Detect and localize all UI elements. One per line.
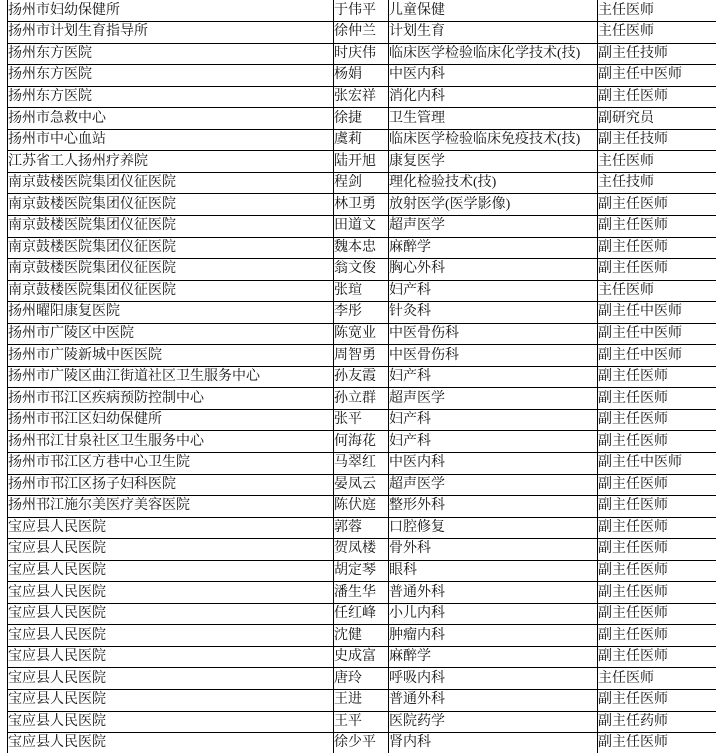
table-row (8, 366, 716, 388)
cell-institution: 南京鼓楼医院集团仪征医院 (8, 280, 334, 302)
cell-professional-title: 副主任医师 (598, 194, 716, 216)
cell-specialty: 呼吸内科 (389, 668, 598, 690)
cell-professional-title: 主任医师 (598, 668, 716, 690)
table-row (8, 0, 716, 22)
cell-professional-title: 副主任中医师 (598, 323, 716, 345)
cell-professional-title: 副主任中医师 (598, 65, 716, 87)
table-row (8, 151, 716, 173)
cell-professional-title: 副主任医师 (598, 646, 716, 668)
cell-specialty: 麻醉学 (389, 237, 598, 259)
cell-person-name: 唐玲 (334, 668, 389, 690)
table-row (8, 733, 716, 753)
cell-specialty: 眼科 (389, 560, 598, 582)
cell-institution: 扬州市广陵区曲江街道社区卫生服务中心 (8, 366, 334, 388)
cell-professional-title: 副主任医师 (598, 366, 716, 388)
cell-professional-title: 副主任医师 (598, 431, 716, 453)
cell-professional-title: 副主任医师 (598, 625, 716, 647)
cell-institution: 扬州邗江甘泉社区卫生服务中心 (8, 431, 334, 453)
cell-person-name: 翁文俊 (334, 259, 389, 281)
cell-specialty: 妇产科 (389, 409, 598, 431)
cell-professional-title: 副主任中医师 (598, 345, 716, 367)
cell-professional-title: 主任医师 (598, 280, 716, 302)
cell-institution: 南京鼓楼医院集团仪征医院 (8, 259, 334, 281)
cell-specialty: 中医内科 (389, 452, 598, 474)
cell-professional-title: 副主任医师 (598, 690, 716, 712)
cell-institution: 扬州东方医院 (8, 65, 334, 87)
cell-person-name: 徐仲兰 (334, 22, 389, 44)
cell-institution: 扬州市妇幼保健所 (8, 0, 334, 22)
cell-person-name: 虞莉 (334, 129, 389, 151)
table-row (8, 690, 716, 712)
cell-institution: 扬州东方医院 (8, 86, 334, 108)
cell-professional-title: 副主任医师 (598, 86, 716, 108)
cell-specialty: 普通外科 (389, 690, 598, 712)
table-row (8, 323, 716, 345)
cell-person-name: 王平 (334, 711, 389, 733)
table-row (8, 582, 716, 604)
table-row (8, 431, 716, 453)
cell-specialty: 消化内科 (389, 86, 598, 108)
cell-specialty: 超声医学 (389, 215, 598, 237)
table-row (8, 65, 716, 87)
table-row (8, 625, 716, 647)
table-row (8, 646, 716, 668)
cell-institution: 扬州市邗江区妇幼保健所 (8, 409, 334, 431)
cell-person-name: 马翠红 (334, 452, 389, 474)
cell-institution: 南京鼓楼医院集团仪征医院 (8, 215, 334, 237)
cell-institution: 扬州市邗江区扬子妇科医院 (8, 474, 334, 496)
cell-professional-title: 副主任医师 (598, 474, 716, 496)
cell-institution: 扬州市邗江区方巷中心卫生院 (8, 452, 334, 474)
cell-person-name: 徐捷 (334, 108, 389, 130)
cell-person-name: 魏本忠 (334, 237, 389, 259)
table-row (8, 302, 716, 324)
cell-professional-title: 副主任技师 (598, 129, 716, 151)
cell-institution: 扬州市广陵区中医院 (8, 323, 334, 345)
cell-specialty: 妇产科 (389, 431, 598, 453)
cell-person-name: 晏凤云 (334, 474, 389, 496)
cell-professional-title: 副主任医师 (598, 409, 716, 431)
cell-institution: 扬州东方医院 (8, 43, 334, 65)
cell-person-name: 陈伏庭 (334, 496, 389, 518)
cell-institution: 扬州市急救中心 (8, 108, 334, 130)
cell-specialty: 放射医学(医学影像) (389, 194, 598, 216)
cell-person-name: 郭蓉 (334, 517, 389, 539)
cell-specialty: 中医骨伤科 (389, 345, 598, 367)
cell-institution: 南京鼓楼医院集团仪征医院 (8, 237, 334, 259)
cell-person-name: 沈健 (334, 625, 389, 647)
cell-institution: 宝应县人民医院 (8, 603, 334, 625)
cell-institution: 宝应县人民医院 (8, 711, 334, 733)
cell-professional-title: 副主任中医师 (598, 302, 716, 324)
cell-professional-title: 副主任医师 (598, 539, 716, 561)
cell-professional-title: 副主任药师 (598, 711, 716, 733)
cell-institution: 宝应县人民医院 (8, 690, 334, 712)
cell-person-name: 陆开旭 (334, 151, 389, 173)
cell-professional-title: 副主任医师 (598, 215, 716, 237)
table-row (8, 603, 716, 625)
cell-institution: 宝应县人民医院 (8, 517, 334, 539)
cell-person-name: 陈宽业 (334, 323, 389, 345)
cell-specialty: 肾内科 (389, 733, 598, 753)
cell-institution: 扬州市计划生育指导所 (8, 22, 334, 44)
cell-person-name: 时庆伟 (334, 43, 389, 65)
table-row (8, 539, 716, 561)
cell-specialty: 临床医学检验临床化学技术(技) (389, 43, 598, 65)
table-row (8, 108, 716, 130)
cell-specialty: 理化检验技术(技) (389, 172, 598, 194)
table-row (8, 496, 716, 518)
table-row (8, 560, 716, 582)
cell-person-name: 张平 (334, 409, 389, 431)
cell-institution: 宝应县人民医院 (8, 582, 334, 604)
cell-institution: 扬州邗江施尔美医疗美容医院 (8, 496, 334, 518)
cell-professional-title: 副主任医师 (598, 560, 716, 582)
personnel-title-table (7, 0, 716, 753)
cell-institution: 南京鼓楼医院集团仪征医院 (8, 172, 334, 194)
cell-professional-title: 副主任中医师 (598, 452, 716, 474)
table-row (8, 215, 716, 237)
cell-person-name: 张宏祥 (334, 86, 389, 108)
cell-specialty: 中医内科 (389, 65, 598, 87)
cell-person-name: 贺凤楼 (334, 539, 389, 561)
cell-specialty: 卫生管理 (389, 108, 598, 130)
cell-institution: 江苏省工人扬州疗养院 (8, 151, 334, 173)
cell-professional-title: 主任医师 (598, 151, 716, 173)
cell-specialty: 针灸科 (389, 302, 598, 324)
cell-institution: 宝应县人民医院 (8, 625, 334, 647)
cell-specialty: 中医骨伤科 (389, 323, 598, 345)
table-row (8, 388, 716, 410)
cell-specialty: 超声医学 (389, 388, 598, 410)
cell-specialty: 儿童保健 (389, 0, 598, 22)
cell-specialty: 计划生育 (389, 22, 598, 44)
table-row (8, 259, 716, 281)
cell-specialty: 胸心外科 (389, 259, 598, 281)
cell-specialty: 小儿内科 (389, 603, 598, 625)
cell-institution: 扬州曜阳康复医院 (8, 302, 334, 324)
cell-specialty: 临床医学检验临床免疫技术(技) (389, 129, 598, 151)
cell-institution: 宝应县人民医院 (8, 560, 334, 582)
cell-specialty: 麻醉学 (389, 646, 598, 668)
cell-person-name: 张瑄 (334, 280, 389, 302)
cell-person-name: 程剑 (334, 172, 389, 194)
cell-person-name: 孙友霞 (334, 366, 389, 388)
cell-professional-title: 主任医师 (598, 22, 716, 44)
cell-person-name: 史成富 (334, 646, 389, 668)
cell-person-name: 周智勇 (334, 345, 389, 367)
table-row (8, 517, 716, 539)
cell-specialty: 医院药学 (389, 711, 598, 733)
cell-person-name: 任红峰 (334, 603, 389, 625)
table-row (8, 237, 716, 259)
cell-specialty: 口腔修复 (389, 517, 598, 539)
cell-person-name: 林卫勇 (334, 194, 389, 216)
table-row (8, 22, 716, 44)
table-row (8, 711, 716, 733)
cell-professional-title: 副主任医师 (598, 517, 716, 539)
table-row (8, 194, 716, 216)
cell-person-name: 李彤 (334, 302, 389, 324)
table-row (8, 668, 716, 690)
table-row (8, 129, 716, 151)
cell-institution: 扬州市广陵新城中医医院 (8, 345, 334, 367)
cell-institution: 宝应县人民医院 (8, 646, 334, 668)
table-row (8, 409, 716, 431)
table-row (8, 43, 716, 65)
table-row (8, 172, 716, 194)
table-row (8, 280, 716, 302)
cell-person-name: 田道文 (334, 215, 389, 237)
cell-professional-title: 主任技师 (598, 172, 716, 194)
cell-professional-title: 副主任医师 (598, 496, 716, 518)
table-body (8, 0, 716, 753)
cell-person-name: 杨娟 (334, 65, 389, 87)
cell-person-name: 何海花 (334, 431, 389, 453)
cell-institution: 南京鼓楼医院集团仪征医院 (8, 194, 334, 216)
cell-professional-title: 主任医师 (598, 0, 716, 22)
table-row (8, 345, 716, 367)
cell-professional-title: 副主任医师 (598, 237, 716, 259)
cell-professional-title: 副主任医师 (598, 259, 716, 281)
cell-person-name: 王进 (334, 690, 389, 712)
cell-specialty: 骨外科 (389, 539, 598, 561)
cell-professional-title: 副主任技师 (598, 43, 716, 65)
cell-professional-title: 副主任医师 (598, 582, 716, 604)
cell-institution: 宝应县人民医院 (8, 668, 334, 690)
cell-professional-title: 副研究员 (598, 108, 716, 130)
cell-specialty: 妇产科 (389, 366, 598, 388)
table-row (8, 86, 716, 108)
cell-specialty: 康复医学 (389, 151, 598, 173)
cell-person-name: 于伟平 (334, 0, 389, 22)
cell-person-name: 孙立群 (334, 388, 389, 410)
cell-person-name: 潘生华 (334, 582, 389, 604)
cell-specialty: 普通外科 (389, 582, 598, 604)
cell-specialty: 肿瘤内科 (389, 625, 598, 647)
cell-specialty: 妇产科 (389, 280, 598, 302)
cell-institution: 宝应县人民医院 (8, 733, 334, 753)
cell-person-name: 胡定琴 (334, 560, 389, 582)
cell-institution: 宝应县人民医院 (8, 539, 334, 561)
cell-specialty: 超声医学 (389, 474, 598, 496)
cell-person-name: 徐少平 (334, 733, 389, 753)
cell-professional-title: 副主任医师 (598, 733, 716, 753)
cell-professional-title: 副主任医师 (598, 603, 716, 625)
cell-specialty: 整形外科 (389, 496, 598, 518)
cell-institution: 扬州市邗江区疾病预防控制中心 (8, 388, 334, 410)
cell-institution: 扬州市中心血站 (8, 129, 334, 151)
cell-professional-title: 副主任医师 (598, 388, 716, 410)
table-row (8, 474, 716, 496)
table-row (8, 452, 716, 474)
